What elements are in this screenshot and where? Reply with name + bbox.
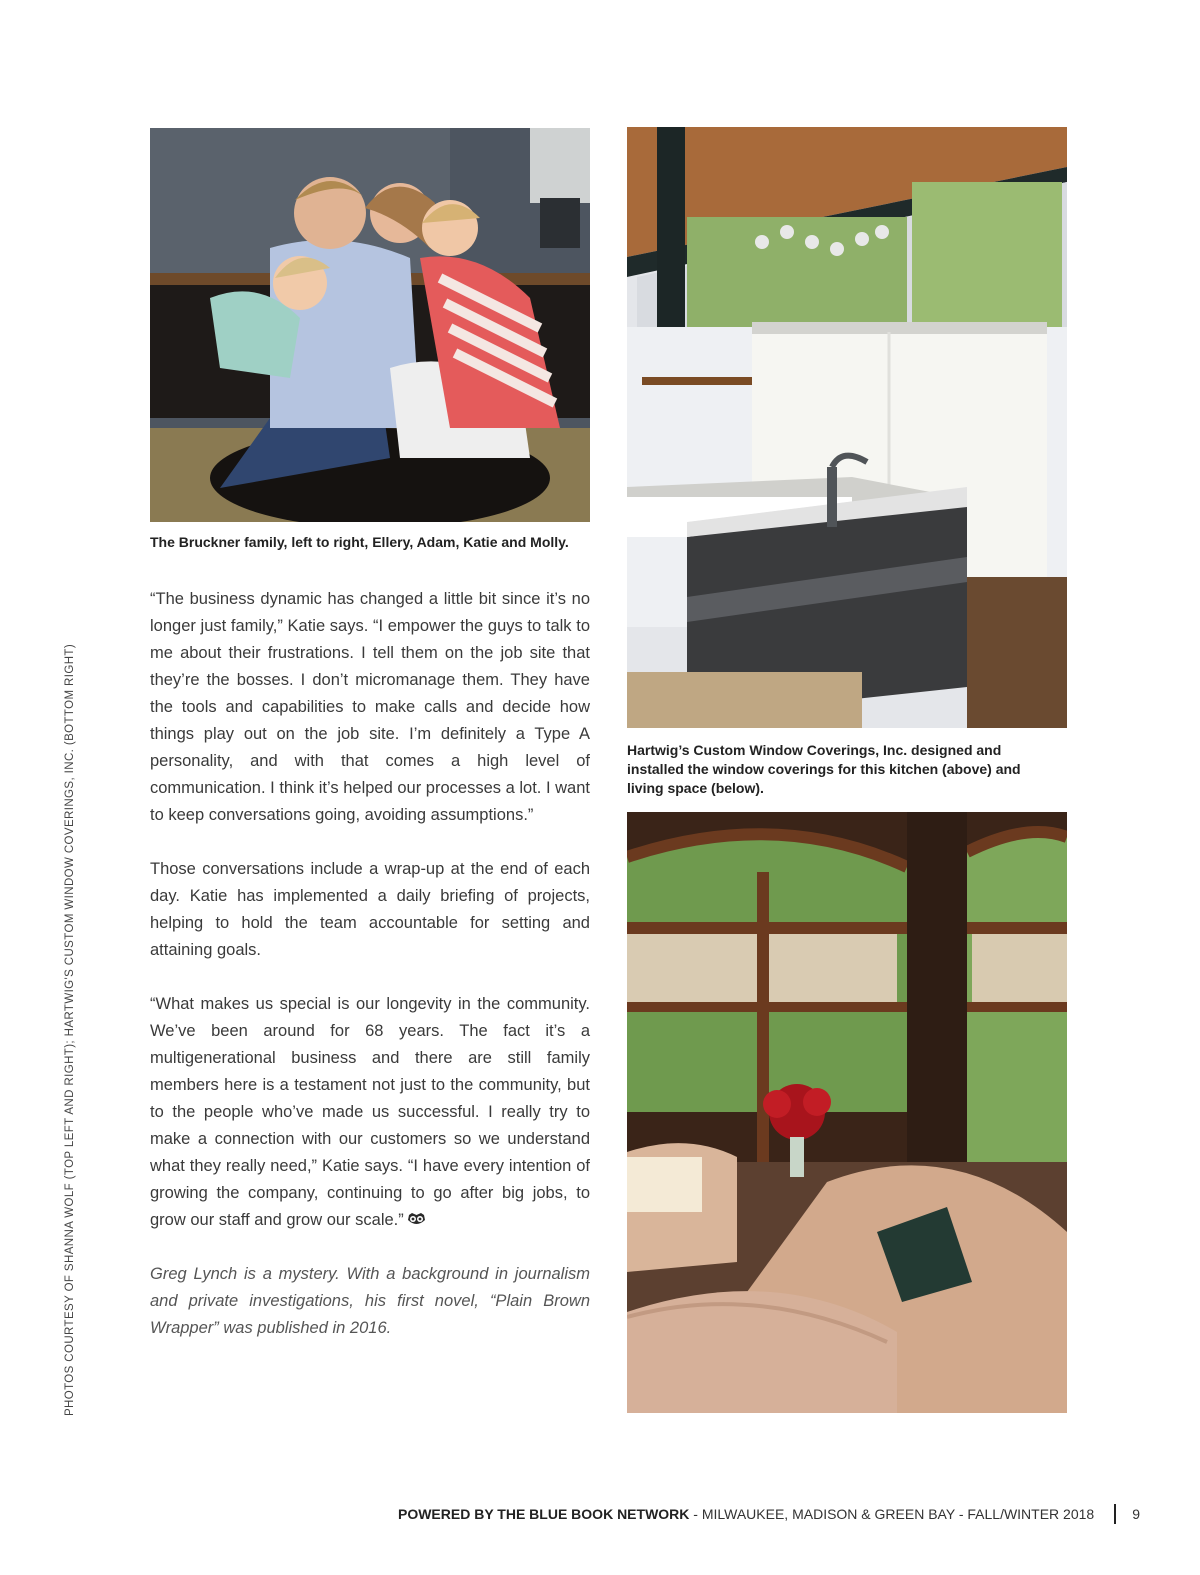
article-body [150, 586, 590, 1369]
owl-icon [407, 1212, 426, 1226]
photo-credit: PHOTOS COURTESY OF SHANNA WOLF (TOP LEFT AND RIGHT); HARTWIG'S CUSTOM WINDOW COVERINGS, INC. (BOTTOM RIGHT) [64, 643, 76, 1417]
page-number: 9 [1132, 1506, 1140, 1522]
body-paragraph: Those conversations include a wrap-up at the end of each day. Katie has implemented a daily briefing of projects, helping to hold the team accountable for setting and attaining goals. [150, 860, 590, 959]
body-paragraph-text: “What makes us special is our longevity in the community. We’ve been around for 68 years. The fact it’s a multigenerational business and there are still family members here is a testament not just to the community, but to the people who’ve made us successful. I really try to make a connection with our customers so we understand what they really need,” Katie says. “I have every intention of growing the company, continuing to go after big jobs, to grow our staff and grow our scale.” [150, 995, 590, 1229]
page-footer [398, 1504, 1140, 1524]
family-photo-caption: The Bruckner family, left to right, Ellery, Adam, Katie and Molly. [150, 534, 569, 550]
body-paragraph [150, 991, 590, 1234]
kitchen-photo [627, 127, 1067, 728]
body-paragraph: “The business dynamic has changed a little bit since it’s no longer just family,” Katie says. “I empower the guys to talk to me about their frustrations. I tell them on the job site that they’re the bosses. I don’t micromanage them. They have the tools and capabilities to make calls and decide how things play out on the job site. I’m definitely a Type A personality, and with that comes a high level of communication. I think it’s helped our processes a lot. I want to keep conversations going, avoiding assumptions.” [150, 590, 590, 824]
footer-details: - MILWAUKEE, MADISON & GREEN BAY - FALL/WINTER 2018 [689, 1506, 1095, 1522]
family-photo [150, 128, 590, 522]
kitchen-living-caption: Hartwig’s Custom Window Coverings, Inc. designed and installed the window coverings for this kitchen (above) and living space (below). [627, 742, 1021, 796]
living-room-photo [627, 812, 1067, 1413]
author-bio: Greg Lynch is a mystery. With a background in journalism and private investigations, his first novel, “Plain Brown Wrapper” was published in 2016. [150, 1265, 590, 1337]
footer-brand: POWERED BY THE BLUE BOOK NETWORK [397, 1506, 690, 1522]
footer-divider [1114, 1504, 1116, 1524]
